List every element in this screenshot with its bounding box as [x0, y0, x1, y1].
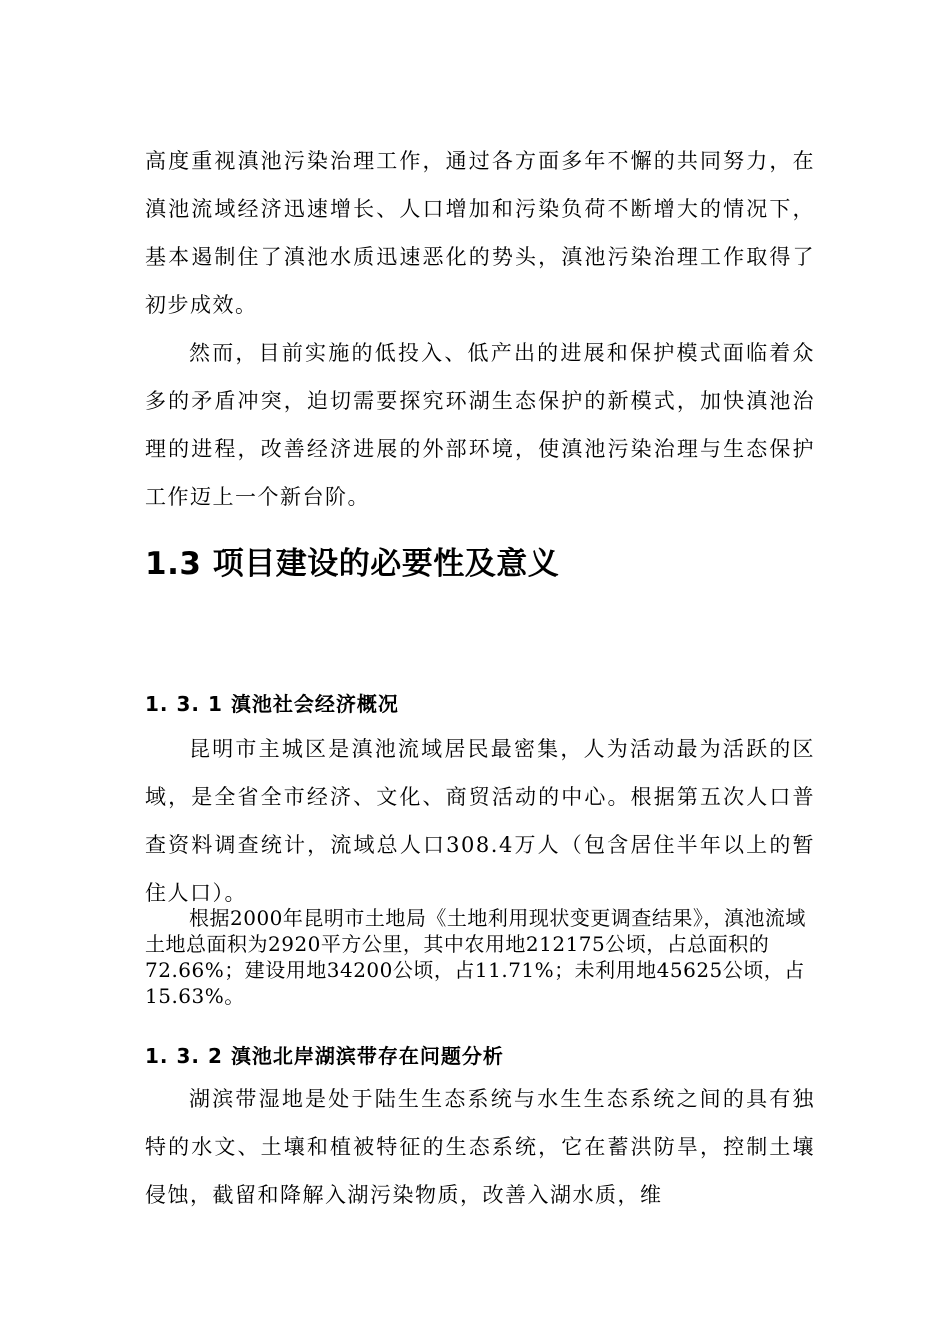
paragraph-land-use: 根据2000年昆明市土地局《土地利用现状变更调查结果》，滇池流域土地总面积为2920平方公里，其中农用地212175公顷，占总面积的72.66%；建设用地34200公顷，占11.71%；未利用地45625公顷，占15.63%。	[145, 906, 806, 1008]
paragraph-pollution-control: 高度重视滇池污染治理工作，通过各方面多年不懈的共同努力，在滇池流域经济迅速增长、人口增加和污染负荷不断增大的情况下，基本遏制住了滇池水质迅速恶化的势头，滇池污染治理工作取得了初步成效。	[145, 149, 815, 317]
paragraph-new-model: 然而，目前实施的低投入、低产出的进展和保护模式面临着众多的矛盾冲突，迫切需要探究环湖生态保护的新模式，加快滇池治理的进程，改善经济进展的外部环境，使滇池污染治理与生态保护工作迈上一个新台阶。	[145, 341, 815, 509]
section-heading-1-3-2: 1. 3. 2 滇池北岸湖滨带存在问题分析	[145, 1044, 504, 1068]
section-heading-1-3-1: 1. 3. 1 滇池社会经济概况	[145, 692, 399, 716]
paragraph-wetland: 湖滨带湿地是处于陆生生态系统与水生生态系统之间的具有独特的水文、土壤和植被特征的生态系统，它在蓄洪防旱，控制土壤侵蚀，截留和降解入湖污染物质，改善入湖水质，维	[145, 1087, 815, 1207]
section-heading-1-3: 1.3 项目建设的必要性及意义	[145, 546, 560, 582]
paragraph-population: 昆明市主城区是滇池流域居民最密集，人为活动最为活跃的区域，是全省全市经济、文化、商贸活动的中心。根据第五次人口普查资料调查统计，流域总人口308.4万人（包含居住半年以上的暂住人口）。	[145, 737, 815, 905]
